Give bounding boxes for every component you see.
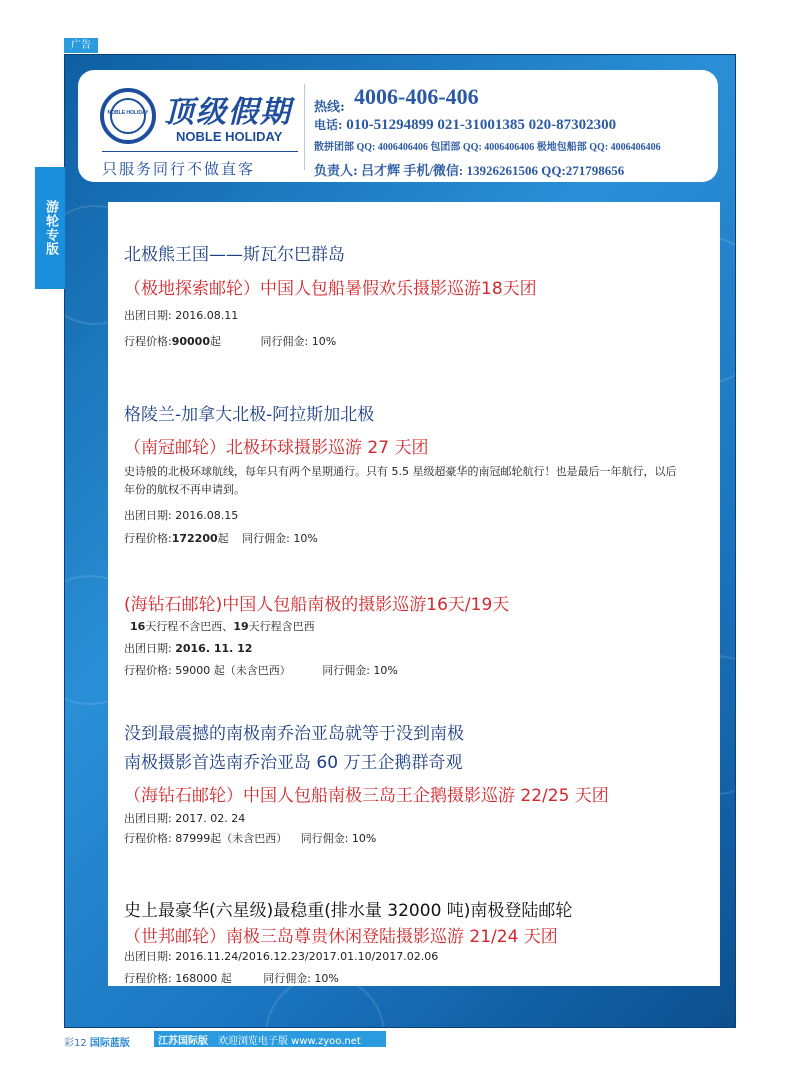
hotline-number: 4006-406-406 xyxy=(354,84,479,109)
item4-price: 行程价格: 87999起（未含巴西） 同行佣金: 10% xyxy=(124,832,377,845)
item2-tour: （南冠邮轮）北极环球摄影巡游 27 天团 xyxy=(124,438,429,458)
side-tab-cruise: 游轮专版 xyxy=(35,167,65,289)
item1-tour: （极地探索邮轮）中国人包船暑假欢乐摄影巡游18天团 xyxy=(124,279,537,299)
item3-note: 16天行程不含巴西、19天行程含巴西 xyxy=(130,620,315,633)
footer-bar-edition: 江苏国际版 xyxy=(158,1036,208,1047)
slogan: 只服务同行不做直客 xyxy=(102,160,256,178)
item4-destination-line2: 南极摄影首选南乔治亚岛 60 万王企鹅群奇观 xyxy=(124,753,463,773)
brand-name-en: NOBLE HOLIDAY xyxy=(176,129,283,144)
item5-tour: （世邦邮轮）南极三岛尊贵休闲登陆摄影巡游 21/24 天团 xyxy=(124,927,558,947)
person-label: 负责人: xyxy=(314,164,358,179)
footer-bar xyxy=(154,1031,386,1047)
vertical-divider xyxy=(304,84,305,170)
footer-page-info xyxy=(64,1034,130,1049)
person-info: 吕才辉 手机/微信: 13926261506 QQ:271798656 xyxy=(361,163,625,178)
logo-ring-text: NOBLE HOLIDAY xyxy=(107,110,149,116)
item4-date: 出团日期: 2017. 02. 24 xyxy=(124,812,246,825)
item2-destination: 格陵兰-加拿大北极-阿拉斯加北极 xyxy=(124,405,375,425)
item5-date: 出团日期: 2016.11.24/2016.12.23/2017.01.10/2017.02.06 xyxy=(124,950,439,963)
qq-line: 散拼团部 QQ: 4006406406 包团部 QQ: 4006406406 极地包船部 QQ: 4006406406 xyxy=(314,142,661,153)
page-number: 彩12 xyxy=(64,1038,87,1049)
item3-tour: (海钻石邮轮)中国人包船南极的摄影巡游16天/19天 xyxy=(124,595,510,615)
item2-price: 行程价格:172200起 同行佣金: 10% xyxy=(124,532,318,545)
telephone-line xyxy=(314,116,616,134)
item4-destination-line1: 没到最震撼的南极南乔治亚岛就等于没到南极 xyxy=(124,724,464,744)
edition-label: 国际蓝版 xyxy=(89,1038,130,1049)
brand-name-cn: 顶级假期 xyxy=(164,95,292,130)
item4-tour: （海钻石邮轮）中国人包船南极三岛王企鹅摄影巡游 22/25 天团 xyxy=(124,786,609,806)
tel-numbers: 010-51294899 021-31001385 020-87302300 xyxy=(346,117,617,133)
footer-website-link[interactable]: 欢迎浏览电子版 www.zyoo.net xyxy=(218,1036,361,1047)
ad-tag: 广告 xyxy=(64,38,98,53)
header-card xyxy=(78,70,718,182)
person-line xyxy=(314,160,624,179)
item1-destination: 北极熊王国——斯瓦尔巴群岛 xyxy=(124,245,345,265)
item3-date: 出团日期: 2016. 11. 12 xyxy=(124,642,253,655)
brand-divider xyxy=(102,151,298,152)
hotline-label: 热线: xyxy=(314,100,345,115)
logo-emblem xyxy=(100,88,156,144)
item3-price: 行程价格: 59000 起（未含巴西） 同行佣金: 10% xyxy=(124,664,398,677)
item5-destination: 史上最豪华(六星级)最稳重(排水量 32000 吨)南极登陆邮轮 xyxy=(124,901,573,921)
tel-label: 电话: xyxy=(314,118,343,132)
item5-price: 行程价格: 168000 起 同行佣金: 10% xyxy=(124,972,339,985)
item2-date: 出团日期: 2016.08.15 xyxy=(124,509,239,522)
item1-price: 行程价格:90000起 同行佣金: 10% xyxy=(124,335,337,348)
item1-date: 出团日期: 2016.08.11 xyxy=(124,309,239,322)
item2-description: 史诗般的北极环球航线，每年只有两个星期通行。只有 5.5 星级超豪华的南冠邮轮航行！也是最后一年航行，以后年份的航权不再申请到。 xyxy=(124,465,677,496)
